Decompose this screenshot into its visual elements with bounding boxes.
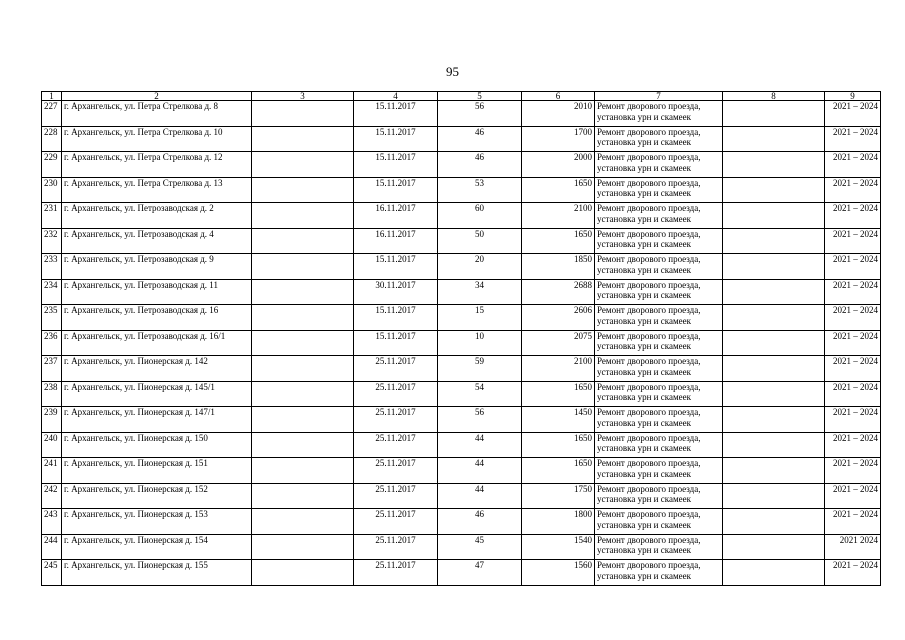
date-cell: 16.11.2017 [354, 203, 438, 229]
date-cell: 15.11.2017 [354, 177, 438, 203]
row-number-cell: 236 [42, 330, 62, 356]
column-6-cell: 2688 [522, 279, 595, 305]
period-cell: 2021 – 2024 [825, 560, 881, 586]
column-5-cell: 54 [438, 381, 522, 407]
period-cell: 2021 – 2024 [825, 356, 881, 382]
column-8-cell [723, 279, 825, 305]
column-6-cell: 1800 [522, 509, 595, 535]
period-cell: 2021 – 2024 [825, 305, 881, 331]
row-number-cell: 232 [42, 228, 62, 254]
date-cell: 15.11.2017 [354, 126, 438, 152]
period-cell: 2021 – 2024 [825, 228, 881, 254]
table-row [42, 203, 881, 229]
column-3-cell [252, 381, 354, 407]
address-cell: г. Архангельск, ул. Пионерская д. 154 [62, 534, 252, 560]
table-row [42, 152, 881, 178]
column-3-cell [252, 356, 354, 382]
column-header-3: 3 [252, 92, 354, 101]
address-cell: г. Архангельск, ул. Пионерская д. 151 [62, 458, 252, 484]
column-6-cell: 1650 [522, 381, 595, 407]
table-row [42, 534, 881, 560]
work-description-cell [595, 483, 723, 509]
column-8-cell [723, 254, 825, 280]
column-6-cell: 2100 [522, 203, 595, 229]
work-line-1: Ремонт дворового проезда, [597, 126, 701, 137]
column-number-header [42, 92, 881, 101]
work-line-2: установка урн и скамеек [597, 315, 691, 326]
work-line-1: Ремонт дворового проезда, [597, 254, 701, 264]
column-5-cell: 15 [438, 305, 522, 331]
column-header-5: 5 [438, 92, 522, 101]
column-5-cell: 44 [438, 483, 522, 509]
table-row [42, 330, 881, 356]
column-6-cell: 2606 [522, 305, 595, 331]
work-description-cell [595, 254, 723, 280]
table-body [42, 101, 881, 586]
table-row [42, 356, 881, 382]
column-8-cell [723, 101, 825, 127]
column-8-cell [723, 560, 825, 586]
work-description-cell [595, 432, 723, 458]
row-number-cell: 229 [42, 152, 62, 178]
column-5-cell: 44 [438, 432, 522, 458]
column-6-cell: 1650 [522, 432, 595, 458]
column-8-cell [723, 228, 825, 254]
row-number-cell: 233 [42, 254, 62, 280]
column-6-cell: 1650 [522, 228, 595, 254]
period-cell: 2021 2024 [825, 534, 881, 560]
address-cell: г. Архангельск, ул. Пионерская д. 147/1 [62, 407, 252, 433]
period-cell: 2021 – 2024 [825, 458, 881, 484]
work-line-2: установка урн и скамеек [597, 417, 691, 428]
work-line-2: установка урн и скамеек [597, 519, 691, 530]
column-6-cell: 1560 [522, 560, 595, 586]
column-8-cell [723, 483, 825, 509]
column-5-cell: 45 [438, 534, 522, 560]
address-cell: г. Архангельск, ул. Пионерская д. 155 [62, 560, 252, 586]
address-cell: г. Архангельск, ул. Пионерская д. 152 [62, 483, 252, 509]
column-5-cell: 46 [438, 509, 522, 535]
work-line-1: Ремонт дворового проезда, [597, 509, 701, 519]
address-cell: г. Архангельск, ул. Петрозаводская д. 11 [62, 279, 252, 305]
address-cell: г. Архангельск, ул. Петра Стрелкова д. 13 [62, 177, 252, 203]
table-row [42, 483, 881, 509]
work-line-1: Ремонт дворового проезда, [597, 203, 701, 213]
column-6-cell: 1850 [522, 254, 595, 280]
column-3-cell [252, 534, 354, 560]
work-line-1: Ремонт дворового проезда, [597, 305, 701, 315]
work-line-2: установка урн и скамеек [597, 290, 691, 300]
work-description-cell [595, 534, 723, 560]
column-5-cell: 44 [438, 458, 522, 484]
row-number-cell: 239 [42, 407, 62, 433]
column-header-1: 1 [42, 92, 62, 101]
column-3-cell [252, 407, 354, 433]
work-description-cell [595, 509, 723, 535]
table-row [42, 254, 881, 280]
work-description-cell [595, 407, 723, 433]
row-number-cell: 227 [42, 101, 62, 127]
table-row [42, 432, 881, 458]
work-line-1: Ремонт дворового проезда, [597, 330, 701, 341]
work-line-2: установка урн и скамеек [597, 162, 691, 173]
column-5-cell: 56 [438, 407, 522, 433]
table-row [42, 509, 881, 535]
date-cell: 15.11.2017 [354, 305, 438, 331]
column-3-cell [252, 203, 354, 229]
column-5-cell: 47 [438, 560, 522, 586]
address-cell: г. Архангельск, ул. Петра Стрелкова д. 12 [62, 152, 252, 178]
work-line-1: Ремонт дворового проезда, [597, 560, 701, 570]
address-cell: г. Архангельск, ул. Пионерская д. 142 [62, 356, 252, 382]
column-8-cell [723, 152, 825, 178]
work-line-1: Ремонт дворового проезда, [597, 228, 701, 239]
column-5-cell: 46 [438, 152, 522, 178]
column-6-cell: 1650 [522, 177, 595, 203]
work-description-cell [595, 381, 723, 407]
row-number-cell: 243 [42, 509, 62, 535]
address-cell: г. Архангельск, ул. Петра Стрелкова д. 10 [62, 126, 252, 152]
column-3-cell [252, 254, 354, 280]
address-cell: г. Архангельск, ул. Петрозаводская д. 2 [62, 203, 252, 229]
table-row [42, 305, 881, 331]
date-cell: 25.11.2017 [354, 483, 438, 509]
work-line-2: установка урн и скамеек [597, 137, 691, 147]
address-cell: г. Архангельск, ул. Петра Стрелкова д. 8 [62, 101, 252, 127]
work-line-1: Ремонт дворового проезда, [597, 534, 701, 545]
work-line-1: Ремонт дворового проезда, [597, 356, 701, 366]
column-6-cell: 1750 [522, 483, 595, 509]
column-3-cell [252, 152, 354, 178]
row-number-cell: 240 [42, 432, 62, 458]
work-line-2: установка урн и скамеек [597, 443, 691, 453]
date-cell: 25.11.2017 [354, 356, 438, 382]
column-6-cell: 1650 [522, 458, 595, 484]
table-row [42, 177, 881, 203]
period-cell: 2021 – 2024 [825, 509, 881, 535]
column-8-cell [723, 381, 825, 407]
row-number-cell: 234 [42, 279, 62, 305]
row-number-cell: 235 [42, 305, 62, 331]
column-6-cell: 1540 [522, 534, 595, 560]
table-row [42, 228, 881, 254]
row-number-cell: 231 [42, 203, 62, 229]
work-line-2: установка урн и скамеек [597, 264, 691, 275]
date-cell: 25.11.2017 [354, 534, 438, 560]
column-8-cell [723, 126, 825, 152]
row-number-cell: 245 [42, 560, 62, 586]
column-6-cell: 1700 [522, 126, 595, 152]
work-line-1: Ремонт дворового проезда, [597, 432, 701, 443]
period-cell: 2021 – 2024 [825, 279, 881, 305]
address-cell: г. Архангельск, ул. Петрозаводская д. 16 [62, 305, 252, 331]
column-8-cell [723, 177, 825, 203]
address-cell: г. Архангельск, ул. Пионерская д. 153 [62, 509, 252, 535]
work-line-2: установка урн и скамеек [597, 468, 691, 479]
column-8-cell [723, 407, 825, 433]
period-cell: 2021 – 2024 [825, 432, 881, 458]
row-number-cell: 230 [42, 177, 62, 203]
column-5-cell: 53 [438, 177, 522, 203]
column-header-7: 7 [595, 92, 723, 101]
column-8-cell [723, 203, 825, 229]
column-3-cell [252, 177, 354, 203]
work-description-cell [595, 126, 723, 152]
address-cell: г. Архангельск, ул. Пионерская д. 150 [62, 432, 252, 458]
date-cell: 30.11.2017 [354, 279, 438, 305]
date-cell: 25.11.2017 [354, 560, 438, 586]
column-8-cell [723, 356, 825, 382]
column-5-cell: 34 [438, 279, 522, 305]
column-8-cell [723, 305, 825, 331]
table-row [42, 381, 881, 407]
column-5-cell: 50 [438, 228, 522, 254]
column-header-6: 6 [522, 92, 595, 101]
work-description-cell [595, 228, 723, 254]
work-description-cell [595, 279, 723, 305]
table-row [42, 458, 881, 484]
work-description-cell [595, 305, 723, 331]
date-cell: 15.11.2017 [354, 101, 438, 127]
date-cell: 25.11.2017 [354, 381, 438, 407]
column-8-cell [723, 509, 825, 535]
address-cell: г. Архангельск, ул. Пионерская д. 145/1 [62, 381, 252, 407]
address-cell: г. Архангельск, ул. Петрозаводская д. 4 [62, 228, 252, 254]
column-3-cell [252, 279, 354, 305]
table-row [42, 560, 881, 586]
work-line-2: установка урн и скамеек [597, 213, 691, 224]
row-number-cell: 244 [42, 534, 62, 560]
column-6-cell: 2075 [522, 330, 595, 356]
address-cell: г. Архангельск, ул. Петрозаводская д. 9 [62, 254, 252, 280]
period-cell: 2021 – 2024 [825, 254, 881, 280]
date-cell: 16.11.2017 [354, 228, 438, 254]
period-cell: 2021 – 2024 [825, 101, 881, 127]
work-line-1: Ремонт дворового проезда, [597, 407, 701, 417]
row-number-cell: 237 [42, 356, 62, 382]
date-cell: 25.11.2017 [354, 407, 438, 433]
column-3-cell [252, 228, 354, 254]
work-description-cell [595, 560, 723, 586]
period-cell: 2021 – 2024 [825, 126, 881, 152]
column-8-cell [723, 534, 825, 560]
column-header-8: 8 [723, 92, 825, 101]
page-number: 95 [446, 64, 459, 79]
column-3-cell [252, 509, 354, 535]
register-table [41, 91, 881, 586]
column-3-cell [252, 305, 354, 331]
column-6-cell: 2010 [522, 101, 595, 127]
work-description-cell [595, 177, 723, 203]
address-cell: г. Архангельск, ул. Петрозаводская д. 16/1 [62, 330, 252, 356]
table-row [42, 407, 881, 433]
column-3-cell [252, 432, 354, 458]
column-6-cell: 2100 [522, 356, 595, 382]
period-cell: 2021 – 2024 [825, 407, 881, 433]
column-3-cell [252, 101, 354, 127]
work-line-1: Ремонт дворового проезда, [597, 279, 701, 290]
date-cell: 25.11.2017 [354, 458, 438, 484]
work-description-cell [595, 356, 723, 382]
period-cell: 2021 – 2024 [825, 152, 881, 178]
column-6-cell: 2000 [522, 152, 595, 178]
work-description-cell [595, 458, 723, 484]
work-description-cell [595, 330, 723, 356]
work-description-cell [595, 101, 723, 127]
work-line-1: Ремонт дворового проезда, [597, 177, 701, 188]
period-cell: 2021 – 2024 [825, 381, 881, 407]
work-description-cell [595, 152, 723, 178]
work-line-1: Ремонт дворового проезда, [597, 381, 701, 392]
column-5-cell: 46 [438, 126, 522, 152]
column-5-cell: 10 [438, 330, 522, 356]
work-line-2: установка урн и скамеек [597, 545, 691, 555]
work-line-2: установка урн и скамеек [597, 111, 691, 122]
work-description-cell [595, 203, 723, 229]
period-cell: 2021 – 2024 [825, 330, 881, 356]
date-cell: 15.11.2017 [354, 254, 438, 280]
work-line-2: установка урн и скамеек [597, 392, 691, 402]
table-row [42, 279, 881, 305]
column-5-cell: 20 [438, 254, 522, 280]
work-line-1: Ремонт дворового проезда, [597, 458, 701, 468]
column-3-cell [252, 560, 354, 586]
column-8-cell [723, 432, 825, 458]
column-6-cell: 1450 [522, 407, 595, 433]
period-cell: 2021 – 2024 [825, 177, 881, 203]
work-line-1: Ремонт дворового проезда, [597, 101, 701, 111]
work-line-2: установка урн и скамеек [597, 494, 691, 504]
period-cell: 2021 – 2024 [825, 203, 881, 229]
work-line-1: Ремонт дворового проезда, [597, 152, 701, 162]
column-3-cell [252, 483, 354, 509]
period-cell: 2021 – 2024 [825, 483, 881, 509]
column-8-cell [723, 458, 825, 484]
date-cell: 15.11.2017 [354, 330, 438, 356]
column-header-4: 4 [354, 92, 438, 101]
work-line-2: установка урн и скамеек [597, 570, 691, 581]
work-line-2: установка урн и скамеек [597, 366, 691, 377]
column-header-2: 2 [62, 92, 252, 101]
date-cell: 25.11.2017 [354, 432, 438, 458]
column-5-cell: 59 [438, 356, 522, 382]
row-number-cell: 242 [42, 483, 62, 509]
column-3-cell [252, 126, 354, 152]
work-line-2: установка урн и скамеек [597, 341, 691, 351]
work-line-2: установка урн и скамеек [597, 188, 691, 198]
column-header-9: 9 [825, 92, 881, 101]
column-5-cell: 56 [438, 101, 522, 127]
row-number-cell: 241 [42, 458, 62, 484]
column-5-cell: 60 [438, 203, 522, 229]
work-line-2: установка урн и скамеек [597, 239, 691, 249]
row-number-cell: 238 [42, 381, 62, 407]
date-cell: 25.11.2017 [354, 509, 438, 535]
table-row [42, 101, 881, 127]
column-8-cell [723, 330, 825, 356]
date-cell: 15.11.2017 [354, 152, 438, 178]
column-3-cell [252, 458, 354, 484]
column-3-cell [252, 330, 354, 356]
row-number-cell: 228 [42, 126, 62, 152]
work-line-1: Ремонт дворового проезда, [597, 483, 701, 494]
table-row [42, 126, 881, 152]
